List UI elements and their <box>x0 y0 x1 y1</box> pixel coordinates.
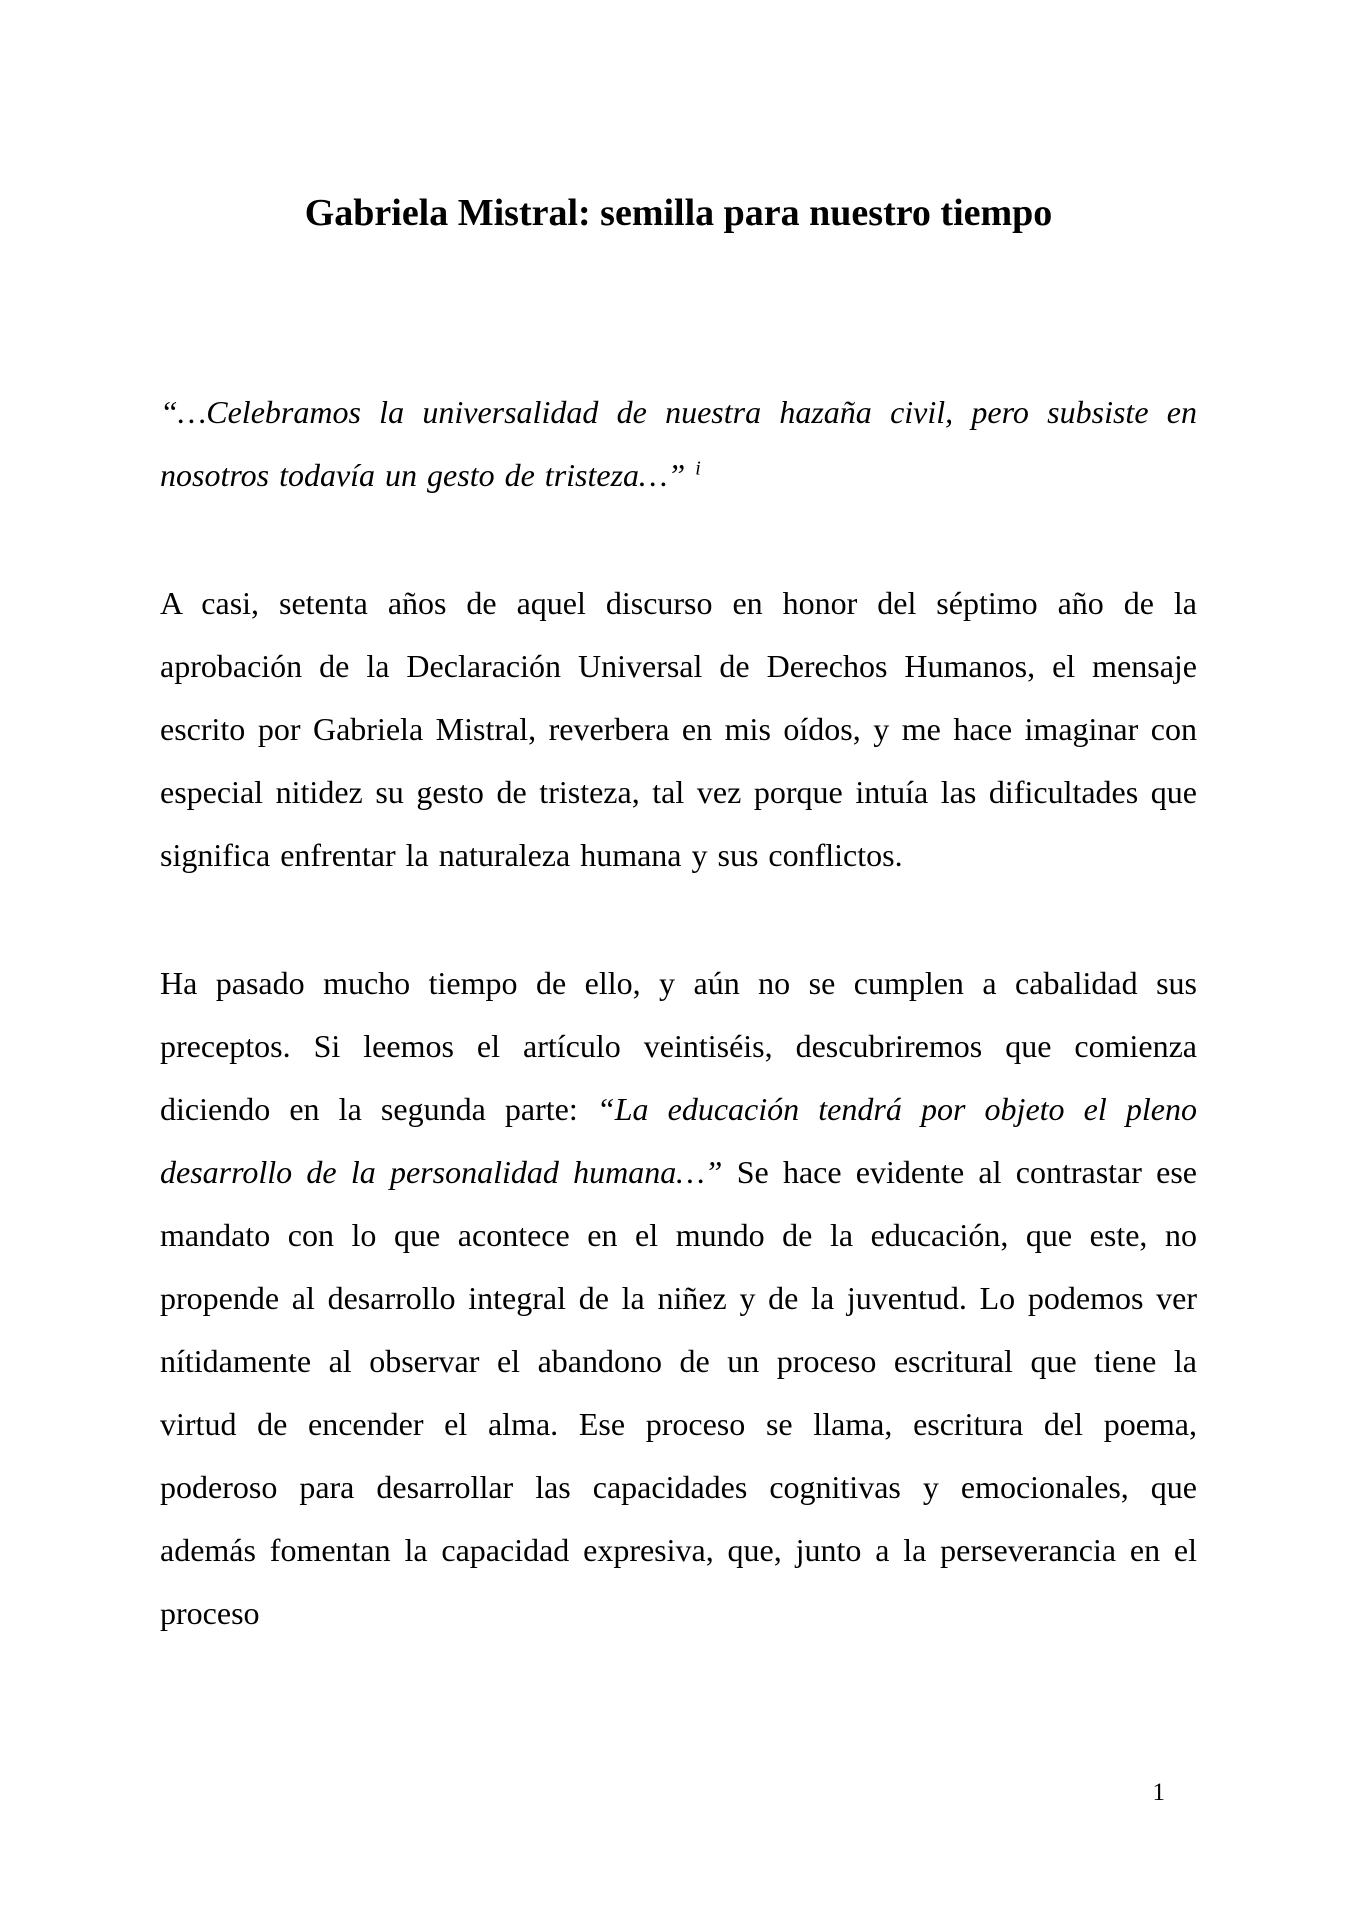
text-segment: i <box>695 457 701 480</box>
page-number: 1 <box>1152 1779 1165 1806</box>
text-segment: Ha pasado mucho tiempo de ello, y aún no se cumplen a cabalidad sus preceptos. Si leemos el artículo veintiséis, descubriremos que comienza diciendo en la segunda parte: <box>160 965 1197 1127</box>
text-segment: A casi, setenta años de aquel discurso en honor del séptimo año de la aprobación de la Declaración Universal de Derechos Humanos, el mensaje escrito por Gabriela Mistral, reverbera en mis oídos, y me hace imaginar con especial nitidez su gesto de tristeza, tal vez porque intuía las dificultades que significa enfrentar la naturaleza humana y sus conflictos. <box>160 585 1197 873</box>
body-paragraph-1 <box>160 572 1197 887</box>
text-segment: “…Celebramos la universalidad de nuestra hazaña civil, pero subsiste en nosotros todavía un gesto de tristeza…” <box>160 394 1197 493</box>
body-paragraph-2 <box>160 952 1197 1645</box>
text-segment: “La educación tendrá por objeto el pleno desarrollo de la personalidad humana…” <box>160 1091 1197 1190</box>
text-segment: Se hace evidente al contrastar ese mandato con lo que acontece en el mundo de la educación, que este, no propende al desarrollo integral de la niñez y de la juventud. Lo podemos ver nítidamente al observar el abandono de un proceso escritural que tiene la virtud de encender el alma. Ese proceso se llama, escritura del poema, poderoso para desarrollar las capacidades cognitivas y emocionales, que además fomentan la capacidad expresiva, que, junto a la perseverancia en el proceso <box>160 1154 1198 1631</box>
document-title: Gabriela Mistral: semilla para nuestro tiempo <box>304 192 1053 234</box>
epigraph-quote <box>160 381 1197 507</box>
